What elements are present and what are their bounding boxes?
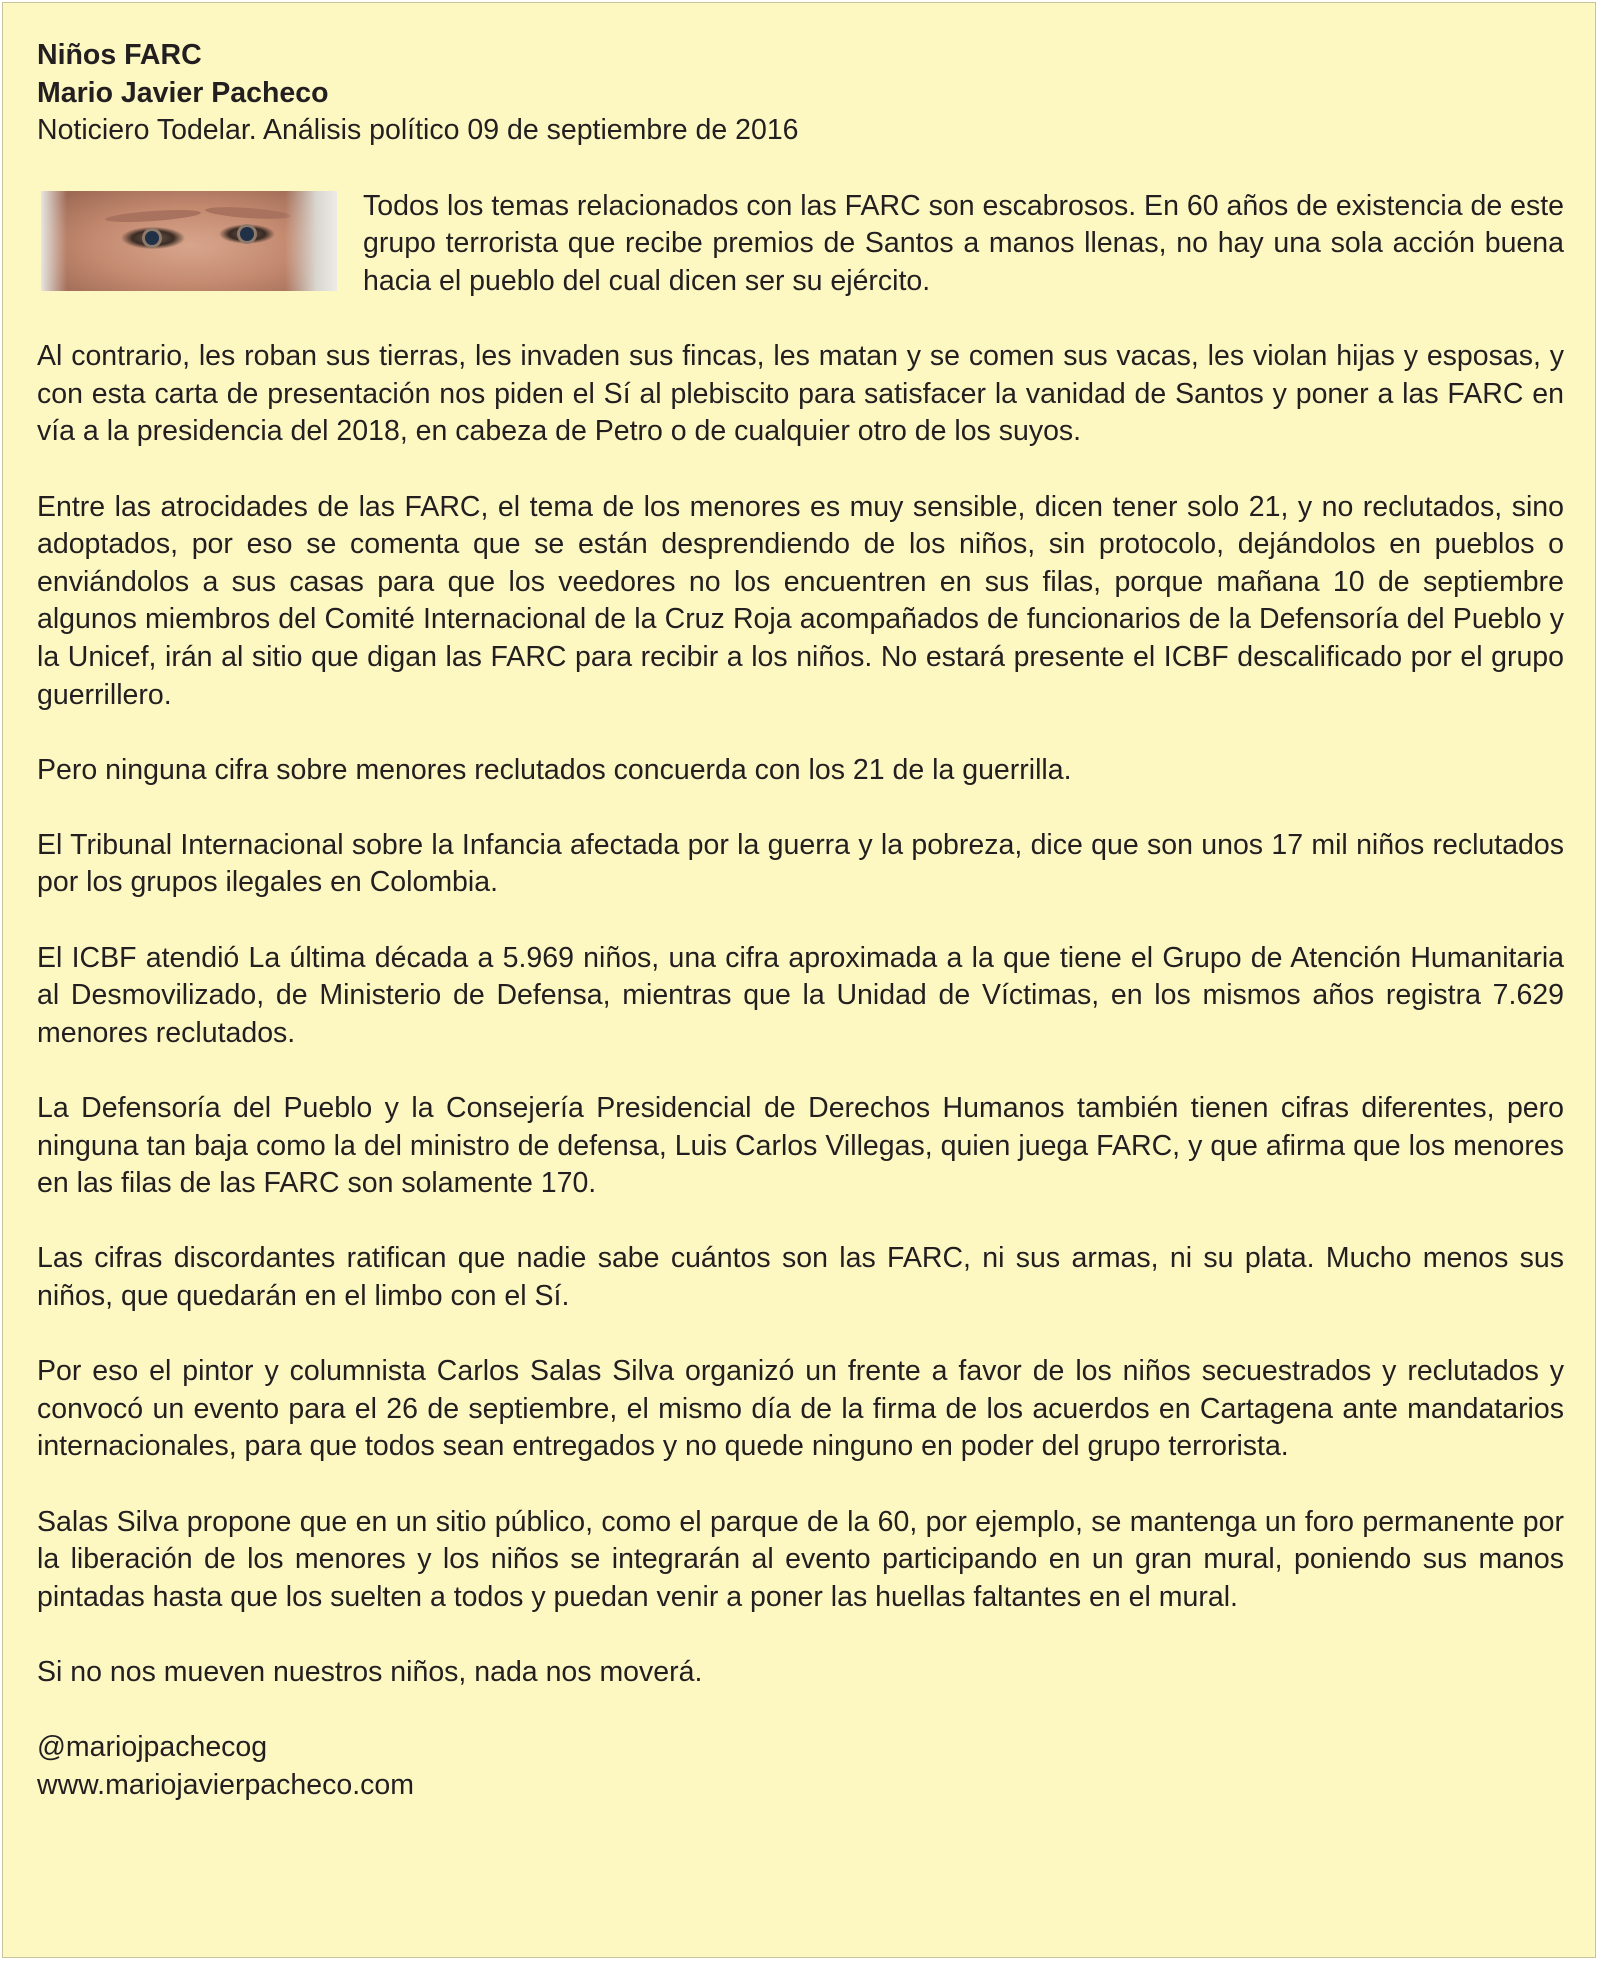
article-page	[2, 2, 1596, 1958]
author-photo	[41, 191, 337, 291]
paragraph: Salas Silva propone que en un sitio público, como el parque de la 60, por ejemplo, se mantenga un foro permanente por la liberación de los menores y los niños se integrarán al evento participando en un gran mural, poniendo sus manos pintadas hasta que los suelten a todos y puedan venir a poner las huellas faltantes en el mural.	[37, 1505, 1564, 1613]
eye-right	[240, 227, 254, 241]
paragraph: Todos los temas relacionados con las FARC son escabrosos. En 60 años de existencia de este grupo terrorista que recibe premios de Santos a manos llenas, no hay una sola acción buena hacia el pueblo del cual dicen ser su ejército.	[363, 189, 1564, 297]
author-name: Mario Javier Pacheco	[37, 76, 329, 109]
paragraph: La Defensoría del Pueblo y la Consejería Presidencial de Derechos Humanos también tienen cifras diferentes, pero ninguna tan baja como la del ministro de defensa, Luis Carlos Villegas, quien juega FARC, y que afirma que los menores en las filas de las FARC son solamente 170.	[37, 1092, 1564, 1200]
paragraph: El ICBF atendió La última década a 5.969 niños, una cifra aproximada a la que tiene el Grupo de Atención Humanitaria al Desmovilizado, de Ministerio de Defensa, mientras que la Unidad de Víctimas, en los mismos años registra 7.629 menores reclutados.	[37, 941, 1564, 1049]
paragraph: Las cifras discordantes ratifican que nadie sabe cuántos son las FARC, ni sus armas, ni su plata. Mucho menos sus niños, que quedarán en el limbo con el Sí.	[37, 1242, 1564, 1312]
paragraph: Por eso el pintor y columnista Carlos Salas Silva organizó un frente a favor de los niños secuestrados y reclutados y convocó un evento para el 26 de septiembre, el mismo día de la firma de los acuerdos en Cartagena ante mandatarios internacionales, para que todos sean entregados y no quede ninguno en poder del grupo terrorista.	[37, 1355, 1564, 1463]
twitter-handle: @mariojpachecog	[37, 1731, 268, 1764]
closing-line: Si no nos mueven nuestros niños, nada nos moverá.	[37, 1655, 703, 1688]
paragraph: Entre las atrocidades de las FARC, el tema de los menores es muy sensible, dicen tener solo 21, y no reclutados, sino adoptados, por eso se comenta que se están desprendiendo de los niños, sin protocolo, dejándolos en pueblos o enviándolos a sus casas para que los veedores no los encuentren en sus filas, porque mañana 10 de septiembre algunos miembros del Comité Internacional de la Cruz Roja acompañados de funcionarios de la Defensoría del Pueblo y la Unicef, irán al sitio que digan las FARC para recibir a los niños. No estará presente el ICBF descalificado por el grupo guerrillero.	[37, 490, 1564, 711]
paragraph: El Tribunal Internacional sobre la Infancia afectada por la guerra y la pobreza, dice que son unos 17 mil niños reclutados por los grupos ilegales en Colombia.	[37, 828, 1564, 899]
article-title: Niños FARC	[37, 39, 202, 71]
source-line: Noticiero Todelar. Análisis político 09 de septiembre de 2016	[37, 114, 799, 147]
paragraph: Pero ninguna cifra sobre menores reclutados concuerda con los 21 de la guerrilla.	[37, 753, 1072, 786]
article-content	[37, 37, 1564, 1804]
website-link[interactable]: www.mariojavierpacheco.com	[37, 1768, 414, 1801]
eye-left	[145, 231, 159, 245]
paragraph: Al contrario, les roban sus tierras, les invaden sus fincas, les matan y se comen sus vacas, les violan hijas y esposas, y con esta carta de presentación nos piden el Sí al plebiscito para satisfacer la vanidad de Santos y poner a las FARC en vía a la presidencia del 2018, en cabeza de Petro o de cualquier otro de los suyos.	[37, 340, 1564, 448]
